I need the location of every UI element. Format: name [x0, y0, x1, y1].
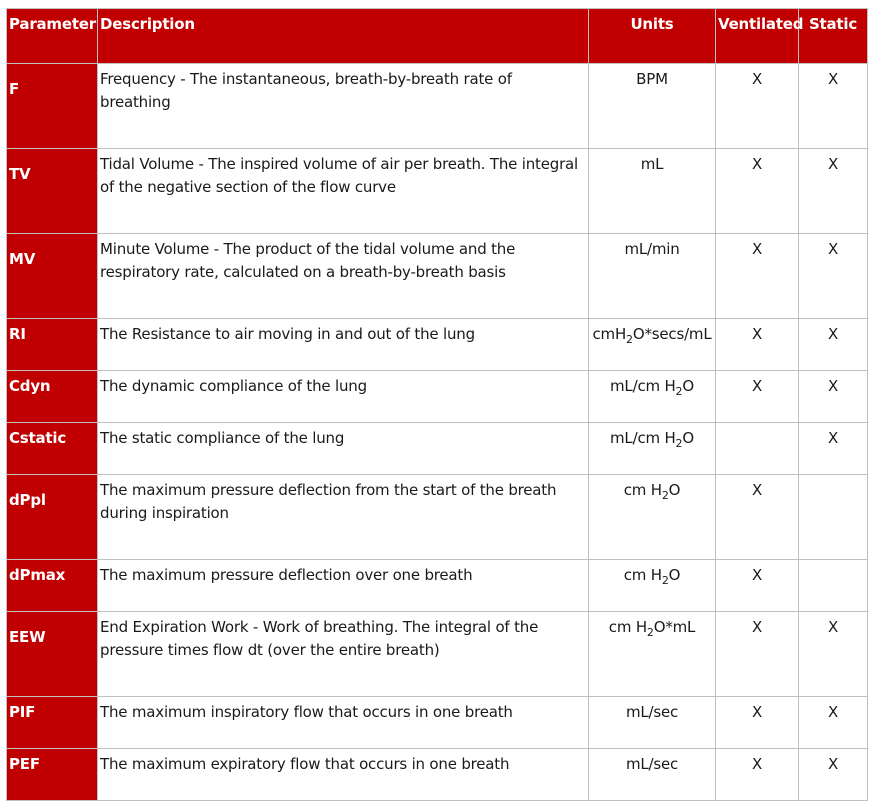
units-text-suffix: O — [668, 566, 681, 584]
description-cell: The Resistance to air moving in and out of the lung — [98, 319, 589, 371]
units-text: mL/sec — [625, 703, 679, 721]
static-cell — [799, 475, 868, 560]
static-cell: X — [799, 423, 868, 475]
parameter-cell: PIF — [7, 697, 98, 749]
static-cell: X — [799, 64, 868, 149]
units-cell — [589, 697, 716, 749]
parameter-cell: MV — [7, 234, 98, 319]
units-subscript: 2 — [675, 385, 683, 398]
units-text-suffix: O*mL — [653, 618, 696, 636]
static-cell: X — [799, 319, 868, 371]
parameter-cell: dPmax — [7, 560, 98, 612]
description-cell: Minute Volume - The product of the tidal volume and the respiratory rate, calculated on a breath-by-breath basis — [98, 234, 589, 319]
table-row — [7, 560, 868, 612]
table-row — [7, 64, 868, 149]
units-cell — [589, 234, 716, 319]
units-cell — [589, 475, 716, 560]
ventilated-cell: X — [716, 697, 799, 749]
parameter-cell: RI — [7, 319, 98, 371]
units-subscript: 2 — [626, 333, 633, 346]
ventilated-cell: X — [716, 64, 799, 149]
table-row — [7, 475, 868, 560]
units-text: mL — [640, 155, 664, 173]
units-text: BPM — [636, 70, 668, 88]
ventilated-cell: X — [716, 612, 799, 697]
static-cell: X — [799, 149, 868, 234]
ventilated-cell: X — [716, 749, 799, 801]
units-text: cm H — [608, 618, 647, 636]
description-cell: Tidal Volume - The inspired volume of air per breath. The integral of the negative section of the flow curve — [98, 149, 589, 234]
units-text: mL/cm H — [610, 377, 676, 395]
ventilated-cell: X — [716, 149, 799, 234]
units-text: cm H — [623, 481, 662, 499]
static-cell: X — [799, 612, 868, 697]
units-subscript: 2 — [661, 489, 669, 502]
units-text: mL/sec — [625, 755, 679, 773]
ventilated-cell — [716, 423, 799, 475]
static-cell: X — [799, 234, 868, 319]
units-text: cm H — [623, 566, 662, 584]
description-cell: End Expiration Work - Work of breathing. The integral of the pressure times flow dt (over the entire breath) — [98, 612, 589, 697]
header-description: Description — [98, 9, 589, 64]
units-cell — [589, 560, 716, 612]
static-cell — [799, 560, 868, 612]
table-row — [7, 423, 868, 475]
units-text: cmH — [592, 325, 627, 343]
static-cell: X — [799, 749, 868, 801]
description-cell: Frequency - The instantaneous, breath-by-breath rate of breathing — [98, 64, 589, 149]
units-text-suffix: O — [668, 481, 681, 499]
units-cell — [589, 371, 716, 423]
units-text-suffix: O — [682, 377, 694, 395]
table-row — [7, 149, 868, 234]
parameters-table — [6, 8, 868, 801]
parameter-cell: Cstatic — [7, 423, 98, 475]
units-subscript: 2 — [646, 626, 654, 639]
units-text: mL/min — [624, 240, 680, 258]
table-row — [7, 749, 868, 801]
static-cell: X — [799, 371, 868, 423]
description-cell: The maximum expiratory flow that occurs in one breath — [98, 749, 589, 801]
parameter-cell: PEF — [7, 749, 98, 801]
units-cell — [589, 64, 716, 149]
table-row — [7, 319, 868, 371]
units-text-suffix: O*secs/mL — [632, 325, 712, 343]
ventilated-cell: X — [716, 560, 799, 612]
header-parameter: Parameter — [7, 9, 98, 64]
ventilated-cell: X — [716, 319, 799, 371]
ventilated-cell: X — [716, 475, 799, 560]
units-cell — [589, 319, 716, 371]
table-row — [7, 371, 868, 423]
header-static: Static — [799, 9, 868, 64]
table-row — [7, 612, 868, 697]
parameter-cell: Cdyn — [7, 371, 98, 423]
ventilated-cell: X — [716, 371, 799, 423]
description-cell: The maximum pressure deflection from the start of the breath during inspiration — [98, 475, 589, 560]
parameter-cell: EEW — [7, 612, 98, 697]
table-row — [7, 234, 868, 319]
units-cell — [589, 749, 716, 801]
description-cell: The static compliance of the lung — [98, 423, 589, 475]
header-units: Units — [589, 9, 716, 64]
table-row — [7, 697, 868, 749]
units-cell — [589, 149, 716, 234]
description-cell: The maximum inspiratory flow that occurs in one breath — [98, 697, 589, 749]
units-text-suffix: O — [682, 429, 694, 447]
description-cell: The maximum pressure deflection over one breath — [98, 560, 589, 612]
description-cell: The dynamic compliance of the lung — [98, 371, 589, 423]
header-row — [7, 9, 868, 64]
parameter-cell: dPpl — [7, 475, 98, 560]
units-cell — [589, 423, 716, 475]
units-text: mL/cm H — [610, 429, 676, 447]
header-ventilated: Ventilated — [716, 9, 799, 64]
units-cell — [589, 612, 716, 697]
ventilated-cell: X — [716, 234, 799, 319]
parameter-cell: TV — [7, 149, 98, 234]
static-cell: X — [799, 697, 868, 749]
units-subscript: 2 — [675, 437, 683, 450]
parameter-cell: F — [7, 64, 98, 149]
units-subscript: 2 — [661, 574, 669, 587]
